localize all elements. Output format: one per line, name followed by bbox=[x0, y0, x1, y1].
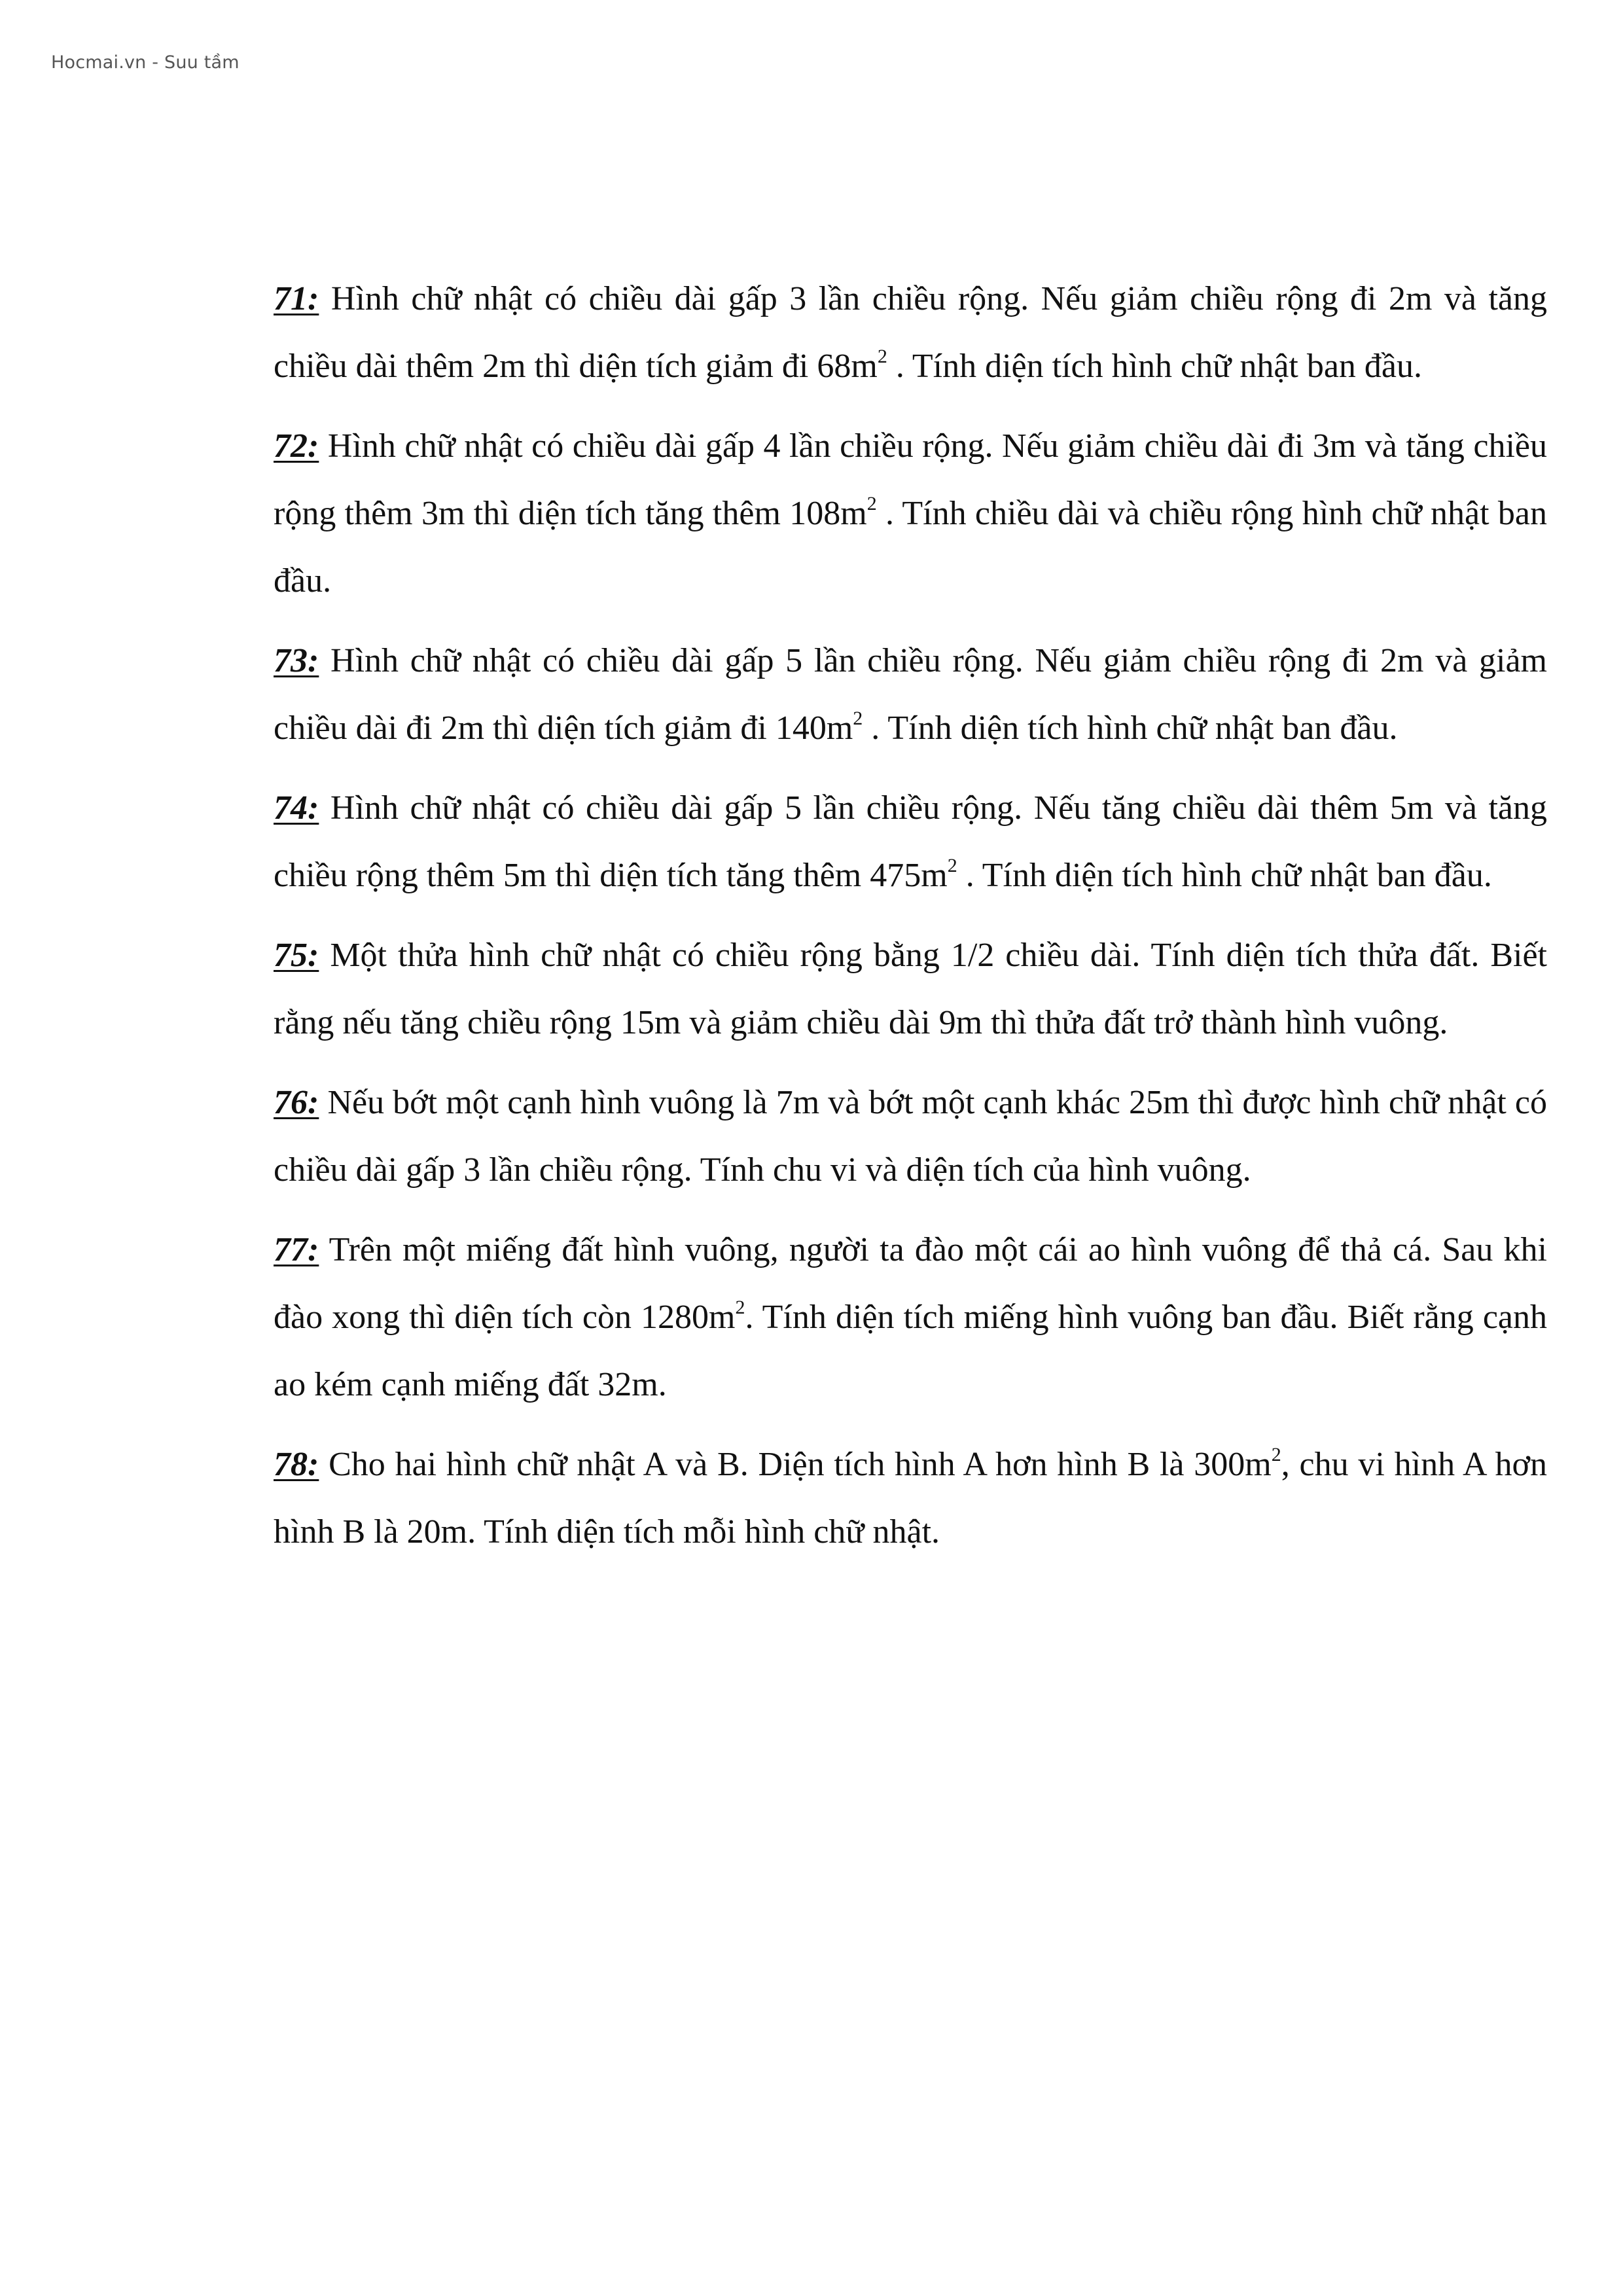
problem-text-end: . Tính chiều dài và chiều rộng hình chữ nhật ban đầu. bbox=[274, 495, 1547, 600]
superscript: 2 bbox=[877, 346, 887, 367]
problem-72 bbox=[274, 412, 1547, 615]
problem-71 bbox=[274, 265, 1547, 400]
problem-text-end: , chu vi hình A hơn hình B là 20m. Tính diện tích mỗi hình chữ nhật. bbox=[274, 1446, 1547, 1551]
problem-78 bbox=[274, 1431, 1547, 1566]
problem-text-end: . Tính diện tích hình chữ nhật ban đầu. bbox=[957, 857, 1492, 894]
problem-number: 73: bbox=[274, 642, 319, 679]
problem-text-end: . Tính diện tích miếng hình vuông ban đầu. Biết rằng cạnh ao kém cạnh miếng đất 32m. bbox=[274, 1299, 1547, 1403]
problem-list bbox=[274, 265, 1547, 1578]
superscript: 2 bbox=[735, 1297, 745, 1318]
problem-number: 78: bbox=[274, 1446, 319, 1483]
superscript: 2 bbox=[853, 708, 863, 729]
source-watermark: Hocmai.vn - Suu tầm bbox=[51, 52, 240, 73]
problem-75 bbox=[274, 922, 1547, 1056]
problem-text: Hình chữ nhật có chiều dài gấp 4 lần chiều rộng. Nếu giảm chiều dài đi 3m và tăng chiều rộng thêm 3m thì diện tích tăng thêm 108m bbox=[274, 427, 1547, 532]
problem-76 bbox=[274, 1069, 1547, 1204]
problem-number: 71: bbox=[274, 280, 319, 317]
problem-73 bbox=[274, 627, 1547, 762]
problem-text: Hình chữ nhật có chiều dài gấp 5 lần chiều rộng. Nếu tăng chiều dài thêm 5m và tăng chiều rộng thêm 5m thì diện tích tăng thêm 475m bbox=[274, 789, 1547, 894]
problem-text: Một thửa hình chữ nhật có chiều rộng bằng 1/2 chiều dài. Tính diện tích thửa đất. Biết rằng nếu tăng chiều rộng 15m và giảm chiều dài 9m thì thửa đất trở thành hình vuông. bbox=[274, 937, 1548, 1041]
superscript: 2 bbox=[866, 493, 877, 514]
problem-number: 77: bbox=[274, 1231, 319, 1268]
problem-text: Trên một miếng đất hình vuông, người ta đào một cái ao hình vuông để thả cá. Sau khi đào xong thì diện tích còn 1280m bbox=[274, 1231, 1548, 1336]
problem-text: Hình chữ nhật có chiều dài gấp 5 lần chiều rộng. Nếu giảm chiều rộng đi 2m và giảm chiều dài đi 2m thì diện tích giảm đi 140m bbox=[274, 642, 1547, 747]
problem-74 bbox=[274, 774, 1547, 909]
problem-number: 74: bbox=[274, 789, 319, 827]
problem-77 bbox=[274, 1216, 1547, 1418]
problem-text: Hình chữ nhật có chiều dài gấp 3 lần chiều rộng. Nếu giảm chiều rộng đi 2m và tăng chiều dài thêm 2m thì diện tích giảm đi 68m bbox=[274, 280, 1547, 385]
problem-text-end: . Tính diện tích hình chữ nhật ban đầu. bbox=[863, 709, 1398, 747]
problem-text: Cho hai hình chữ nhật A và B. Diện tích hình A hơn hình B là 300m bbox=[329, 1446, 1272, 1483]
superscript: 2 bbox=[1271, 1444, 1281, 1465]
problem-number: 76: bbox=[274, 1084, 319, 1121]
problem-text-end: . Tính diện tích hình chữ nhật ban đầu. bbox=[887, 348, 1422, 385]
superscript: 2 bbox=[947, 855, 957, 876]
problem-number: 72: bbox=[274, 427, 319, 465]
problem-number: 75: bbox=[274, 937, 319, 974]
problem-text: Nếu bớt một cạnh hình vuông là 7m và bớt một cạnh khác 25m thì được hình chữ nhật có chiều dài gấp 3 lần chiều rộng. Tính chu vi và diện tích của hình vuông. bbox=[274, 1084, 1548, 1189]
